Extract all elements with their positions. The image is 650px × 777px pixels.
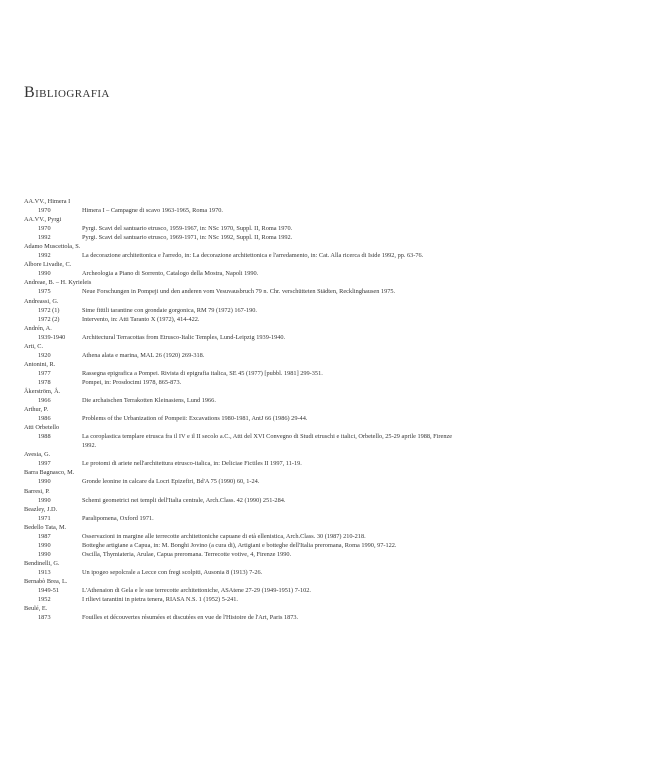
bib-entry — [24, 287, 624, 296]
bib-year: 1997 — [38, 460, 51, 468]
bib-author: Beazley, J.D. — [24, 505, 58, 513]
bib-entry — [24, 251, 624, 260]
bib-year: 1977 — [38, 369, 51, 377]
bib-author: Åkerström, Å. — [24, 387, 61, 395]
bib-entry — [24, 541, 624, 550]
bib-text: Botteghe artigiane a Capua, in: M. Bonghi Jovino (a cura di), Artigiani e botteghe dell'Italia preromana, Roma 1990, 97-122. — [82, 541, 397, 549]
bib-year: 1992 — [38, 252, 51, 260]
bib-author: Albore Livadie, C. — [24, 261, 72, 269]
bib-entry — [24, 269, 624, 278]
bib-entry — [24, 550, 624, 559]
bib-text: Paralipomena, Oxford 1971. — [82, 514, 154, 522]
bib-author: Andreassi, G. — [24, 297, 59, 305]
bib-year: 1990 — [38, 496, 51, 504]
bib-author: Antonini, R. — [24, 360, 56, 368]
bib-entry — [24, 233, 624, 242]
bib-year: 1873 — [38, 614, 51, 622]
bib-text: Schemi geometrici nei templi dell'Italia centrale, Arch.Class. 42 (1990) 251-284. — [82, 496, 286, 504]
bib-entry — [24, 306, 624, 315]
bib-year: 1986 — [38, 415, 51, 423]
bib-year: 1990 — [38, 270, 51, 278]
bib-year: 1992 — [38, 234, 51, 242]
bib-text: Himera I – Campagne di scavo 1963-1965, Roma 1970. — [82, 207, 223, 215]
bib-entry — [24, 206, 624, 215]
bib-text: Archeologia a Piano di Sorrento, Catalogo della Mostra, Napoli 1990. — [82, 270, 259, 278]
bib-author: Arti, C. — [24, 342, 44, 350]
bib-year: 1913 — [38, 568, 51, 576]
bib-year: 1920 — [38, 351, 51, 359]
bib-year: 1972 (1) — [38, 306, 60, 314]
bib-year: 1970 — [38, 225, 51, 233]
bib-text: Oscilla, Thymiateria, Arulae, Capua preromana. Terrecotte votive, 4, Firenze 1990. — [82, 550, 292, 558]
bib-text: La coroplastica templare etrusca fra il IV e il II secolo a.C., Atti del XVI Convegno di Studi etruschi e italici, Orbetello, 25-29 aprile 1988, Firenze 1992. — [82, 433, 453, 450]
bib-author: AA.VV., Himera I — [24, 198, 71, 205]
bib-author: Bernabò Brea, L. — [24, 577, 68, 585]
bib-entry — [24, 378, 624, 387]
bib-author: Avesia, G. — [24, 451, 51, 459]
bib-text: Pyrgi. Scavi del santuario etrusco, 1969-1971, in: NSc 1992, Suppl. II, Roma 1992. — [82, 234, 293, 242]
bib-entry — [24, 595, 624, 604]
bib-author: Atti Orbetello — [24, 424, 60, 432]
bib-year: 1978 — [38, 378, 51, 386]
bib-text: Problems of the Urbanization of Pompeii: Excavations 1980-1981, AntJ 66 (1986) 29-44. — [82, 415, 308, 423]
bib-entry — [24, 568, 624, 577]
bib-author: AA.VV., Pyrgi — [24, 216, 62, 224]
bibliography-list — [24, 197, 624, 622]
bib-entry — [24, 333, 624, 342]
bib-year: 1966 — [38, 397, 51, 405]
bib-text: Rassegna epigrafica a Pompei. Rivista di epigrafia italica, SE 45 (1977) [pubbl. 1981] 299-351. — [82, 369, 323, 377]
bib-author: Andrén, A. — [24, 324, 52, 332]
bib-year: 1990 — [38, 550, 51, 558]
bib-entry — [24, 351, 624, 360]
bib-entry — [24, 414, 624, 423]
bib-entry — [24, 514, 624, 523]
bib-text: I rilievi tarantini in pietra tenera, RIASA N.S. 1 (1952) 5-241. — [82, 596, 238, 604]
bib-year: 1970 — [38, 207, 51, 215]
bib-author: Adamo Muscettola, S. — [24, 243, 81, 251]
bib-text: Sime fittili tarantine con grondaie gorgonica, RM 79 (1972) 167-190. — [82, 306, 257, 314]
page-title: Bibliografia — [24, 84, 110, 101]
bib-text: Die archaischen Terrakotten Kleinasiens, Lund 1966. — [82, 397, 216, 405]
bib-text: Gronde leonine in calcare da Locri Epizefiri, Bd'A 75 (1990) 60, 1-24. — [82, 478, 260, 486]
bib-entry — [24, 586, 624, 595]
bib-year: 1990 — [38, 478, 51, 486]
bib-entry — [24, 396, 624, 405]
bib-author: Arthur, P. — [24, 406, 49, 414]
bib-author: Bedello Tata, M. — [24, 523, 67, 531]
bib-entry — [24, 613, 624, 622]
bib-entry — [24, 315, 624, 324]
bib-entry — [24, 496, 624, 505]
bib-text: Pyrgi. Scavi del santuario etrusco, 1959-1967, in: NSc 1970, Suppl. II, Roma 1970. — [82, 225, 293, 233]
bib-author: Bendinelli, G. — [24, 559, 60, 567]
bib-year: 1949-51 — [38, 587, 59, 595]
bib-author: Andreae, B. – H. Kyrieleis — [24, 279, 92, 287]
bib-text: Neue Forschungen in Pompeji und den anderen vom Vesuvausbruch 79 n. Chr. verschütteten Städten, Recklinghausen 1975. — [82, 288, 396, 296]
bib-entry — [24, 369, 624, 378]
bib-year: 1990 — [38, 541, 51, 549]
bib-text: Le protomi di ariete nell'architettura etrusco-italica, in: Deliciae Fictiles II 1997, 11-19. — [82, 460, 302, 468]
bib-text: Pompei, in: Prosdocimi 1978, 865-873. — [82, 378, 182, 386]
bib-entry — [24, 532, 624, 541]
bib-entry — [24, 459, 624, 468]
bib-text: La decorazione architettonica e l'arredo, in: La decorazione architettonica e l'arredamento, in: Cat. Alla ricerca di Iside 1992, pp. 63-76. — [82, 252, 424, 260]
bib-entry — [24, 432, 624, 450]
bib-year: 1939-1940 — [38, 333, 66, 341]
bib-entry — [24, 224, 624, 233]
bib-text: Architectural Terracottas from Etrusco-Italic Temples, Lund-Leipzig 1939-1940. — [82, 333, 286, 341]
bib-author: Barra Bagnasco, M. — [24, 469, 75, 477]
bib-author: Beulé, E. — [24, 605, 48, 613]
bib-year: 1972 (2) — [38, 315, 60, 323]
bib-year: 1975 — [38, 288, 51, 296]
bib-year: 1988 — [38, 433, 51, 441]
bib-text: Un ipogeo sepolcrale a Lecce con fregi scolpiti, Ausonia 8 (1913) 7-26. — [82, 568, 263, 576]
bib-year: 1971 — [38, 514, 51, 522]
bib-text: Fouilles et découvertes résumées et discutées en vue de l'Histoire de l'Art, Paris 1873. — [82, 614, 299, 622]
bib-year: 1987 — [38, 532, 51, 540]
bib-author: Barresi, P. — [24, 487, 50, 495]
bib-text: L'Athenaion di Gela e le sue terrecotte architettoniche, ASAtene 27-29 (1949-1951) 7-102. — [82, 587, 311, 595]
bib-text: Intervento, in: Atti Taranto X (1972), 414-422. — [82, 315, 200, 323]
bib-entry — [24, 477, 624, 486]
bib-text: Osservazioni in margine alle terrecotte architettoniche capuane di età ellenistica, Arch.Class. 30 (1987) 210-218. — [82, 532, 366, 540]
bib-year: 1952 — [38, 596, 51, 604]
bib-text: Athena alata e marina, MAL 26 (1920) 269-318. — [82, 351, 205, 359]
